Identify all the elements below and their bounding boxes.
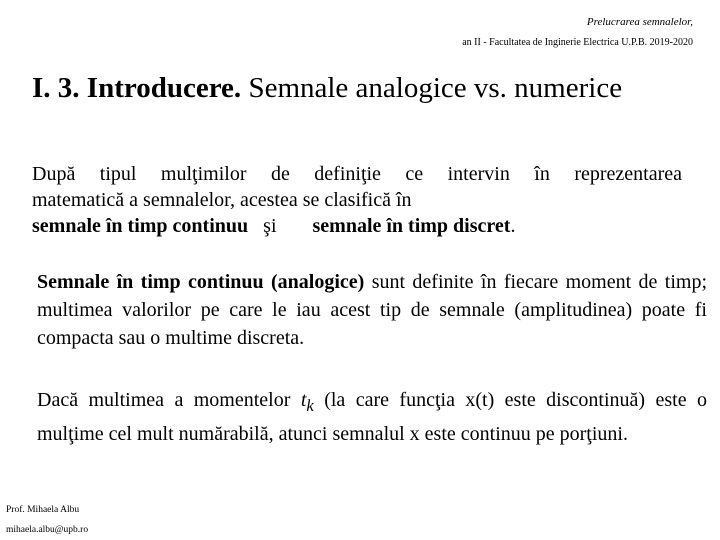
intro-line-1: După tipul mulţimilor de definiţie ce intervin în reprezentarea [32,163,682,185]
var-t: t [300,389,307,411]
analog-definition: sunt definite în fiecare moment de timp; multimea valorilor pe care le iau acest tip de semnale (amplitudinea) poate fi compacta sau o multime discreta. [37,271,708,349]
title-rest: Semnale analogice vs. numerice [241,72,623,104]
intro-line-3 [32,213,682,239]
header-institution: an II - Facultatea de Inginerie Electrica U.P.B. 2019-2020 [462,37,693,48]
var-k: k [306,396,314,415]
slide-title [32,72,622,105]
header-course: Prelucrarea semnalelor, [586,16,693,28]
conjunction: şi [263,215,277,237]
intro-paragraph [32,161,682,239]
term-discrete: semnale în timp discret [312,215,511,237]
intro-end: . [510,215,516,237]
footer-author: Prof. Mihaela Albu [6,505,80,515]
piecewise-pre: Dacă multimea a momentelor [37,389,301,411]
intro-line-2: matematică a semnalelor, acestea se clasifică în [32,189,412,211]
title-bold: I. 3. Introducere. [32,72,242,104]
analog-term: Semnale în timp continuu (analogice) [37,271,365,293]
footer-email: mihaela.albu@upb.ro [6,525,89,535]
term-continuous: semnale în timp continuu [32,215,249,237]
analog-definition-paragraph [37,268,707,352]
piecewise-paragraph [37,386,707,448]
piecewise-post: (la care funcţia x(t) este discontinuă) este o mulţime cel mult numărabilă, atunci semnalul x este continuu pe porţiuni. [37,389,707,445]
